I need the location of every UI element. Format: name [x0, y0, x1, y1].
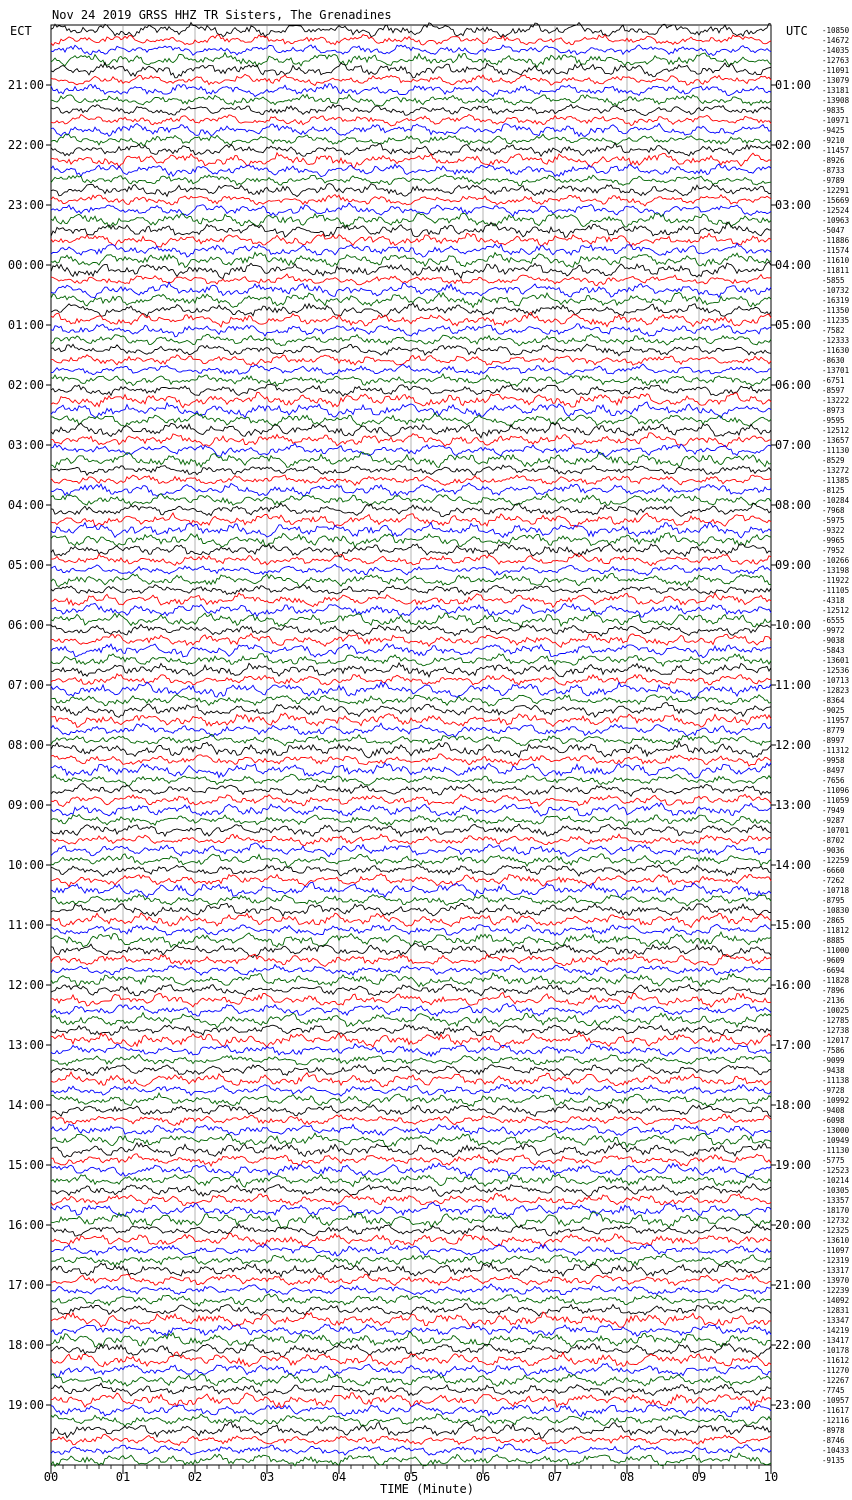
- trace-offset-label: -9609: [822, 956, 845, 965]
- trace-offset-label: -12536: [822, 666, 850, 675]
- left-hour-label: 22:00: [7, 138, 44, 152]
- trace-offset-label: -7586: [822, 1046, 845, 1055]
- x-axis-label: TIME (Minute): [380, 1482, 474, 1496]
- trace-offset-label: -12116: [822, 1416, 850, 1425]
- trace-offset-label: -13908: [822, 96, 850, 105]
- trace-offset-label: -7949: [822, 806, 845, 815]
- left-hour-label: 04:00: [7, 498, 44, 512]
- trace-offset-label: -7896: [822, 986, 845, 995]
- trace-offset-label: -12512: [822, 426, 850, 435]
- trace-offset-label: -11811: [822, 266, 850, 275]
- trace-offset-label: -8795: [822, 896, 845, 905]
- left-hour-label: 06:00: [7, 618, 44, 632]
- trace-offset-label: -10992: [822, 1096, 850, 1105]
- left-hour-label: 21:00: [7, 78, 44, 92]
- trace-offset-label: -10718: [822, 886, 850, 895]
- right-hour-label: 23:00: [775, 1398, 812, 1412]
- right-hour-label: 18:00: [775, 1098, 812, 1112]
- trace-offset-label: -5975: [822, 516, 845, 525]
- trace-offset-label: -12325: [822, 1226, 850, 1235]
- trace-offset-label: -13657: [822, 436, 850, 445]
- trace-offset-label: -9038: [822, 636, 845, 645]
- trace-offset-label: -13417: [822, 1336, 850, 1345]
- x-tick-label: 01: [115, 1470, 131, 1484]
- left-hour-label: 10:00: [7, 858, 44, 872]
- trace-offset-label: -8978: [822, 1426, 845, 1435]
- right-hour-label: 20:00: [775, 1218, 812, 1232]
- trace-offset-label: -13970: [822, 1276, 850, 1285]
- trace-offset-label: -7745: [822, 1386, 845, 1395]
- right-hour-label: 13:00: [775, 798, 812, 812]
- trace-offset-label: -7952: [822, 546, 845, 555]
- trace-offset-label: -10963: [822, 216, 850, 225]
- right-hour-label: 05:00: [775, 318, 812, 332]
- trace-offset-label: -10433: [822, 1446, 850, 1455]
- trace-offset-label: -8364: [822, 696, 845, 705]
- trace-offset-label: -4318: [822, 596, 845, 605]
- trace-offset-label: -11612: [822, 1356, 850, 1365]
- trace-offset-label: -10957: [822, 1396, 850, 1405]
- trace-offset-label: -10284: [822, 496, 850, 505]
- trace-offset-label: -11617: [822, 1406, 850, 1415]
- trace-offset-label: -10214: [822, 1176, 850, 1185]
- left-hour-label: 09:00: [7, 798, 44, 812]
- trace-offset-label: -11630: [822, 346, 850, 355]
- left-hour-label: 15:00: [7, 1158, 44, 1172]
- trace-offset-label: -13079: [822, 76, 850, 85]
- trace-offset-label: -11886: [822, 236, 850, 245]
- left-hour-label: 18:00: [7, 1338, 44, 1352]
- right-hour-label: 14:00: [775, 858, 812, 872]
- left-hour-label: 12:00: [7, 978, 44, 992]
- trace-offset-label: -13181: [822, 86, 850, 95]
- trace-offset-label: -11610: [822, 256, 850, 265]
- trace-offset-label: -14092: [822, 1296, 850, 1305]
- trace-offset-label: -2865: [822, 916, 845, 925]
- trace-offset-label: -10713: [822, 676, 850, 685]
- trace-offset-label: -16319: [822, 296, 850, 305]
- right-hour-label: 10:00: [775, 618, 812, 632]
- right-hour-label: 19:00: [775, 1158, 812, 1172]
- trace-offset-label: -6751: [822, 376, 845, 385]
- trace-offset-label: -11270: [822, 1366, 850, 1375]
- right-hour-label: 06:00: [775, 378, 812, 392]
- trace-offset-label: -12823: [822, 686, 850, 695]
- trace-offset-label: -18170: [822, 1206, 850, 1215]
- trace-offset-label: -10701: [822, 826, 850, 835]
- right-hour-label: 09:00: [775, 558, 812, 572]
- trace-offset-label: -12333: [822, 336, 850, 345]
- x-tick-label: 07: [547, 1470, 563, 1484]
- trace-offset-label: -9595: [822, 416, 845, 425]
- trace-offset-label: -9958: [822, 756, 845, 765]
- trace-offset-label: -2136: [822, 996, 845, 1005]
- left-hour-label: 23:00: [7, 198, 44, 212]
- trace-offset-label: -5843: [822, 646, 845, 655]
- left-hour-label: 19:00: [7, 1398, 44, 1412]
- left-hour-label: 17:00: [7, 1278, 44, 1292]
- trace-offset-label: -9425: [822, 126, 845, 135]
- trace-offset-label: -12319: [822, 1256, 850, 1265]
- trace-offset-label: -7582: [822, 326, 845, 335]
- right-hour-label: 22:00: [775, 1338, 812, 1352]
- trace-offset-label: -14219: [822, 1326, 850, 1335]
- trace-offset-label: -6694: [822, 966, 845, 975]
- right-hour-label: 16:00: [775, 978, 812, 992]
- left-timezone-label: ECT: [10, 24, 32, 38]
- x-tick-label: 00: [43, 1470, 59, 1484]
- trace-offset-label: -8529: [822, 456, 845, 465]
- trace-offset-label: -13347: [822, 1316, 850, 1325]
- trace-offset-label: -12732: [822, 1216, 850, 1225]
- trace-offset-label: -11096: [822, 786, 850, 795]
- trace-offset-label: -9287: [822, 816, 845, 825]
- trace-offset-label: -6660: [822, 866, 845, 875]
- left-hour-label: 07:00: [7, 678, 44, 692]
- trace-offset-label: -10830: [822, 906, 850, 915]
- trace-offset-label: -11828: [822, 976, 850, 985]
- trace-offset-label: -8885: [822, 936, 845, 945]
- trace-offset-label: -9135: [822, 1456, 845, 1465]
- trace-offset-label: -11130: [822, 1146, 850, 1155]
- trace-offset-label: -8597: [822, 386, 845, 395]
- left-hour-label: 16:00: [7, 1218, 44, 1232]
- x-tick-label: 09: [691, 1470, 707, 1484]
- left-hour-label: 14:00: [7, 1098, 44, 1112]
- trace-offset-label: -12524: [822, 206, 850, 215]
- trace-offset-label: -12259: [822, 856, 850, 865]
- trace-offset-label: -7656: [822, 776, 845, 785]
- trace-offset-label: -9965: [822, 536, 845, 545]
- trace-offset-label: -11059: [822, 796, 850, 805]
- trace-offset-label: -8997: [822, 736, 845, 745]
- trace-offset-label: -12512: [822, 606, 850, 615]
- trace-offset-label: -5775: [822, 1156, 845, 1165]
- trace-offset-label: -12523: [822, 1166, 850, 1175]
- trace-offset-label: -11385: [822, 476, 850, 485]
- trace-offset-label: -11922: [822, 576, 850, 585]
- trace-offset-label: -6555: [822, 616, 845, 625]
- x-tick-label: 05: [403, 1470, 419, 1484]
- right-hour-label: 11:00: [775, 678, 812, 692]
- x-tick-label: 04: [331, 1470, 347, 1484]
- left-hour-label: 01:00: [7, 318, 44, 332]
- trace-offset-label: -11312: [822, 746, 850, 755]
- trace-offset-label: -11457: [822, 146, 850, 155]
- trace-offset-label: -12738: [822, 1026, 850, 1035]
- trace-offset-label: -12239: [822, 1286, 850, 1295]
- left-hour-label: 08:00: [7, 738, 44, 752]
- trace-offset-label: -13222: [822, 396, 850, 405]
- trace-offset-label: -12017: [822, 1036, 850, 1045]
- trace-offset-label: -5855: [822, 276, 845, 285]
- right-hour-label: 12:00: [775, 738, 812, 752]
- trace-offset-label: -8733: [822, 166, 845, 175]
- trace-offset-label: -9036: [822, 846, 845, 855]
- trace-offset-label: -13601: [822, 656, 850, 665]
- right-hour-label: 15:00: [775, 918, 812, 932]
- trace-offset-label: -11091: [822, 66, 850, 75]
- left-hour-label: 00:00: [7, 258, 44, 272]
- trace-offset-label: -12763: [822, 56, 850, 65]
- trace-offset-label: -13000: [822, 1126, 850, 1135]
- trace-offset-label: -13272: [822, 466, 850, 475]
- trace-offset-label: -11000: [822, 946, 850, 955]
- trace-offset-label: -9438: [822, 1066, 845, 1075]
- trace-offset-label: -10949: [822, 1136, 850, 1145]
- trace-offset-label: -8702: [822, 836, 845, 845]
- trace-offset-label: -13198: [822, 566, 850, 575]
- trace-offset-label: -9789: [822, 176, 845, 185]
- trace-offset-label: -8746: [822, 1436, 845, 1445]
- trace-offset-label: -10850: [822, 26, 850, 35]
- right-timezone-label: UTC: [786, 24, 808, 38]
- trace-offset-label: -9322: [822, 526, 845, 535]
- right-hour-label: 03:00: [775, 198, 812, 212]
- trace-offset-label: -11812: [822, 926, 850, 935]
- trace-offset-label: -12291: [822, 186, 850, 195]
- trace-offset-label: -9408: [822, 1106, 845, 1115]
- trace-offset-label: -15669: [822, 196, 850, 205]
- trace-offset-label: -7968: [822, 506, 845, 515]
- trace-offset-label: -9728: [822, 1086, 845, 1095]
- trace-offset-label: -9972: [822, 626, 845, 635]
- right-hour-label: 02:00: [775, 138, 812, 152]
- trace-offset-label: -9025: [822, 706, 845, 715]
- right-hour-label: 21:00: [775, 1278, 812, 1292]
- trace-offset-label: -11574: [822, 246, 850, 255]
- right-hour-label: 04:00: [775, 258, 812, 272]
- trace-offset-label: -8497: [822, 766, 845, 775]
- trace-offset-label: -11957: [822, 716, 850, 725]
- left-hour-label: 02:00: [7, 378, 44, 392]
- trace-offset-label: -14035: [822, 46, 850, 55]
- trace-offset-label: -12267: [822, 1376, 850, 1385]
- right-hour-label: 07:00: [775, 438, 812, 452]
- left-hour-label: 13:00: [7, 1038, 44, 1052]
- trace-offset-label: -9099: [822, 1056, 845, 1065]
- trace-offset-label: -11350: [822, 306, 850, 315]
- trace-offset-label: -5047: [822, 226, 845, 235]
- trace-offset-label: -14672: [822, 36, 850, 45]
- trace-offset-label: -8973: [822, 406, 845, 415]
- trace-offset-label: -8630: [822, 356, 845, 365]
- trace-offset-label: -13610: [822, 1236, 850, 1245]
- trace-offset-label: -10266: [822, 556, 850, 565]
- right-hour-label: 01:00: [775, 78, 812, 92]
- trace-offset-label: -9835: [822, 106, 845, 115]
- trace-offset-label: -8926: [822, 156, 845, 165]
- trace-offset-label: -13357: [822, 1196, 850, 1205]
- trace-offset-label: -10971: [822, 116, 850, 125]
- trace-offset-label: -13701: [822, 366, 850, 375]
- trace-offset-label: -8779: [822, 726, 845, 735]
- trace-offset-label: -10178: [822, 1346, 850, 1355]
- x-tick-label: 02: [187, 1470, 203, 1484]
- right-hour-label: 17:00: [775, 1038, 812, 1052]
- trace-offset-label: -11235: [822, 316, 850, 325]
- trace-offset-label: -6098: [822, 1116, 845, 1125]
- trace-offset-label: -12831: [822, 1306, 850, 1315]
- left-hour-label: 03:00: [7, 438, 44, 452]
- x-tick-label: 10: [763, 1470, 779, 1484]
- chart-title: Nov 24 2019 GRSS HHZ TR Sisters, The Grenadines: [52, 8, 392, 22]
- right-hour-label: 08:00: [775, 498, 812, 512]
- trace-offset-label: -10305: [822, 1186, 850, 1195]
- trace-offset-label: -11097: [822, 1246, 850, 1255]
- trace-offset-label: -8125: [822, 486, 845, 495]
- trace-offset-label: -12785: [822, 1016, 850, 1025]
- trace-offset-label: -10732: [822, 286, 850, 295]
- trace-offset-label: -11105: [822, 586, 850, 595]
- left-hour-label: 05:00: [7, 558, 44, 572]
- x-tick-label: 03: [259, 1470, 275, 1484]
- x-tick-label: 06: [475, 1470, 491, 1484]
- trace-offset-label: -11138: [822, 1076, 850, 1085]
- left-hour-label: 11:00: [7, 918, 44, 932]
- trace-offset-label: -11130: [822, 446, 850, 455]
- trace-offset-label: -9210: [822, 136, 845, 145]
- x-tick-label: 08: [619, 1470, 635, 1484]
- trace-offset-label: -13317: [822, 1266, 850, 1275]
- trace-offset-label: -10025: [822, 1006, 850, 1015]
- trace-offset-label: -7262: [822, 876, 845, 885]
